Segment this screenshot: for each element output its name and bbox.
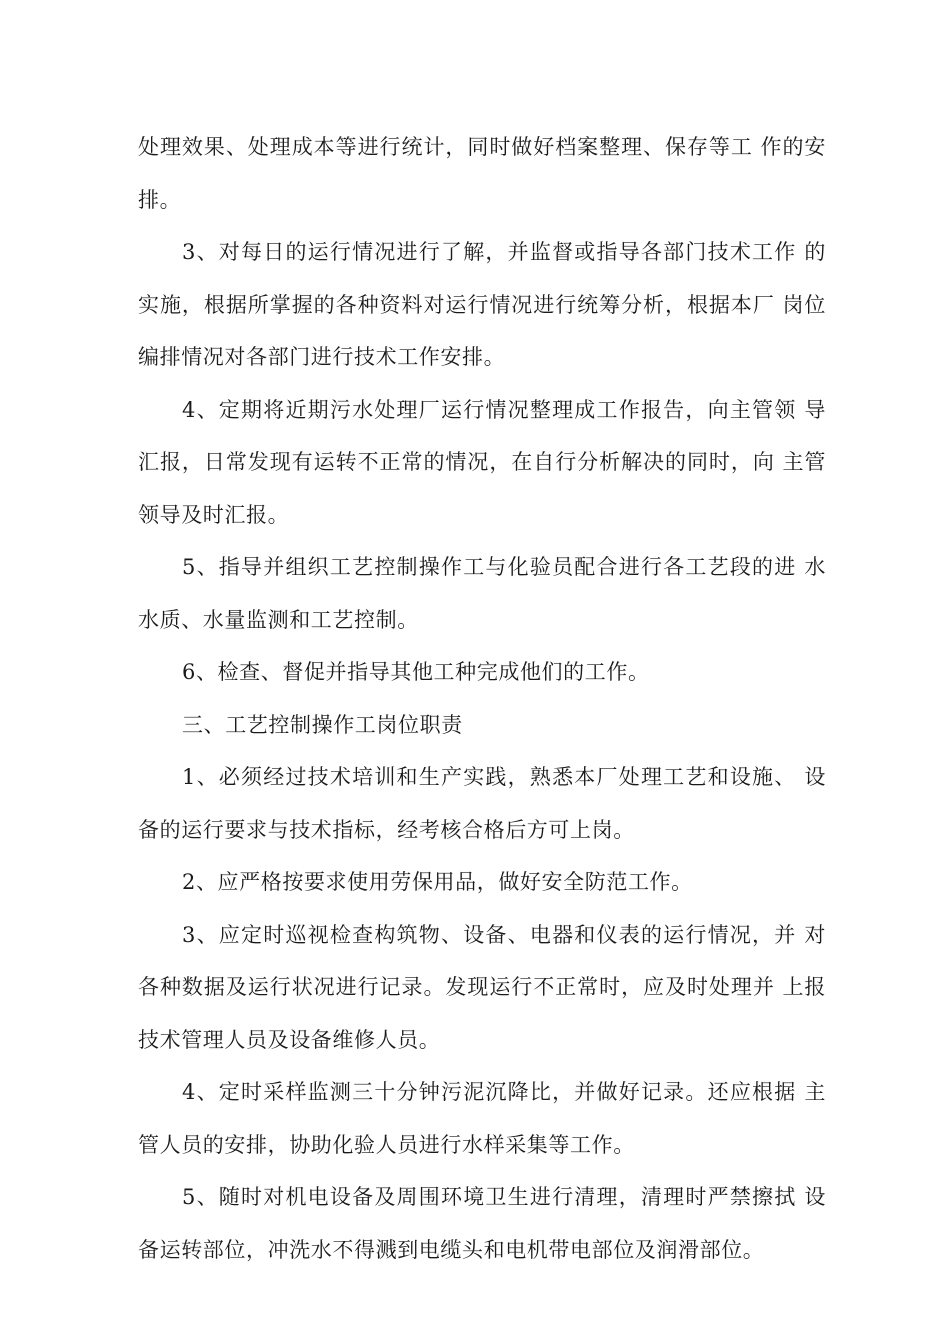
paragraph-continuation: 处理效果、处理成本等进行统计，同时做好档案整理、保存等工 作的安排。 <box>138 135 826 212</box>
paragraph-duty-5: 5、随时对机电设备及周围环境卫生进行清理，清理时严禁擦拭 设备运转部位，冲洗水不得溅到电缆头和电机带电部位及润滑部位。 <box>138 1185 826 1262</box>
section-heading: 三、工艺控制操作工岗位职责 <box>182 712 463 737</box>
paragraph-duty-4: 4、定时采样监测三十分钟污泥沉降比，并做好记录。还应根据 主管人员的安排，协助化验人员进行水样采集等工作。 <box>138 1080 826 1157</box>
paragraph-item-3: 3、对每日的运行情况进行了解，并监督或指导各部门技术工作 的实施，根据所掌握的各种资料对运行情况进行统筹分析，根据本厂 岗位编排情况对各部门进行技术工作安排。 <box>138 240 826 369</box>
paragraph-duty-1: 1、必须经过技术培训和生产实践，熟悉本厂处理工艺和设施、 设备的运行要求与技术指标，经考核合格后方可上岗。 <box>138 765 826 842</box>
paragraph-duty-3: 3、应定时巡视检查构筑物、设备、电器和仪表的运行情况，并 对各种数据及运行状况进行记录。发现运行不正常时，应及时处理并 上报技术管理人员及设备维修人员。 <box>138 922 826 1052</box>
paragraph-duty-2: 2、应严格按要求使用劳保用品，做好安全防范工作。 <box>182 870 693 894</box>
document-body <box>138 121 826 1276</box>
paragraph-item-4: 4、定期将近期污水处理厂运行情况整理成工作报告，向主管领 导汇报，日常发现有运转不正常的情况，在自行分析解决的同时，向 主管领导及时汇报。 <box>138 397 826 527</box>
paragraph-item-6: 6、检查、督促并指导其他工种完成他们的工作。 <box>182 660 650 684</box>
paragraph-item-5: 5、指导并组织工艺控制操作工与化验员配合进行各工艺段的进 水水质、水量监测和工艺控制。 <box>138 555 826 632</box>
